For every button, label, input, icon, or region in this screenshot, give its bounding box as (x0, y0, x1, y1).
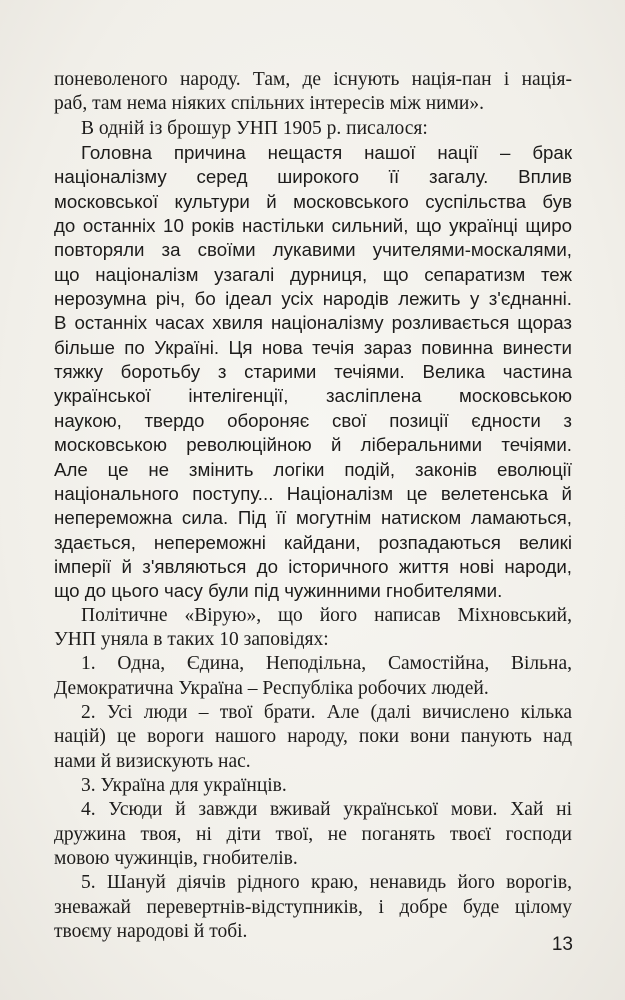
text-line: зневажай перевертнів-відступників, і добре буде цілому (54, 896, 572, 918)
text-line: Але це не змінить логіки подій, законів еволюції (54, 458, 572, 480)
text-line: Демократична Україна – Республіка робочих людей. (54, 677, 489, 699)
text-line: що націоналізм узагалі дурниця, що сепаратизм теж (54, 263, 572, 285)
text-line: 3. Україна для українців. (81, 774, 287, 796)
text-line: московської культури й московського суспільства був (54, 190, 572, 212)
page-number: 13 (551, 934, 573, 955)
text-line: Політичне «Вірую», що його написав Міхновський, (81, 604, 572, 626)
text-line: 1. Одна, Єдина, Неподільна, Самостійна, Вільна, (81, 653, 572, 675)
text-line: В одній із брошур УНП 1905 р. писалося: (81, 117, 428, 139)
text-line: націй) це вороги нашого народу, поки вони панують над (54, 726, 572, 748)
text-line: української інтелігенції, засліплена московською (54, 385, 572, 407)
text-line: нерозумна річ, бо ідеал усіх народів лежить у з'єднанні. (54, 288, 572, 310)
text-line: московською революційною й ліберальними течіями. (54, 434, 572, 456)
text-line: що до цього часу були під чужинними гнобителями. (54, 580, 503, 602)
text-line: 2. Усі люди – твої брати. Але (далі вичислено кілька (81, 701, 572, 723)
text-line: поневоленого народу. Там, де існують нація-пан і нація- (54, 69, 572, 90)
text-line: більше по Україні. Ця нова течія зараз повинна винести (54, 336, 572, 358)
text-line: здається, непереможні кайдани, розпадаються великі (54, 531, 572, 553)
page-text (54, 68, 572, 944)
text-line: націоналізму серед широкого її загалу. Вплив (54, 166, 572, 188)
text-line: повторяли за своїми лукавими учителями-москалями, (54, 239, 572, 261)
text-line: тяжку боротьбу з старими течіями. Велика частина (54, 361, 572, 383)
text-line: 4. Усюди й завжди вживай української мови. Хай ні (81, 799, 572, 821)
text-line: національного поступу... Націоналізм це велетенська й (54, 482, 572, 504)
text-line: непереможна сила. Під її могутнім натиском ламаються, (54, 507, 572, 529)
text-line: наукою, твердо обороняє свої позиції єдности з (54, 409, 572, 431)
text-line: дружина твоя, ні діти твої, не поганять твоєї господи (54, 823, 572, 845)
text-line: УНП уняла в таких 10 заповідях: (54, 628, 329, 650)
text-line: 5. Шануй діячів рідного краю, ненавидь його ворогів, (81, 872, 572, 894)
text-line: до останніх 10 років настільки сильний, що українці щиро (54, 215, 572, 237)
text-line: імперії й з'являються до історичного життя нові народи, (54, 555, 572, 577)
text-line: твоєму народові й тобі. (54, 921, 248, 943)
text-line: нами й визискують нас. (54, 750, 251, 772)
text-line: Головна причина нещастя нашої нації – брак (81, 142, 572, 164)
text-line: мовою чужинців, гнобителів. (54, 848, 298, 869)
text-line: В останніх часах хвиля націоналізму розливається щораз (54, 312, 572, 334)
text-line: раб, там нема ніяких спільних інтересів між ними». (54, 93, 484, 115)
